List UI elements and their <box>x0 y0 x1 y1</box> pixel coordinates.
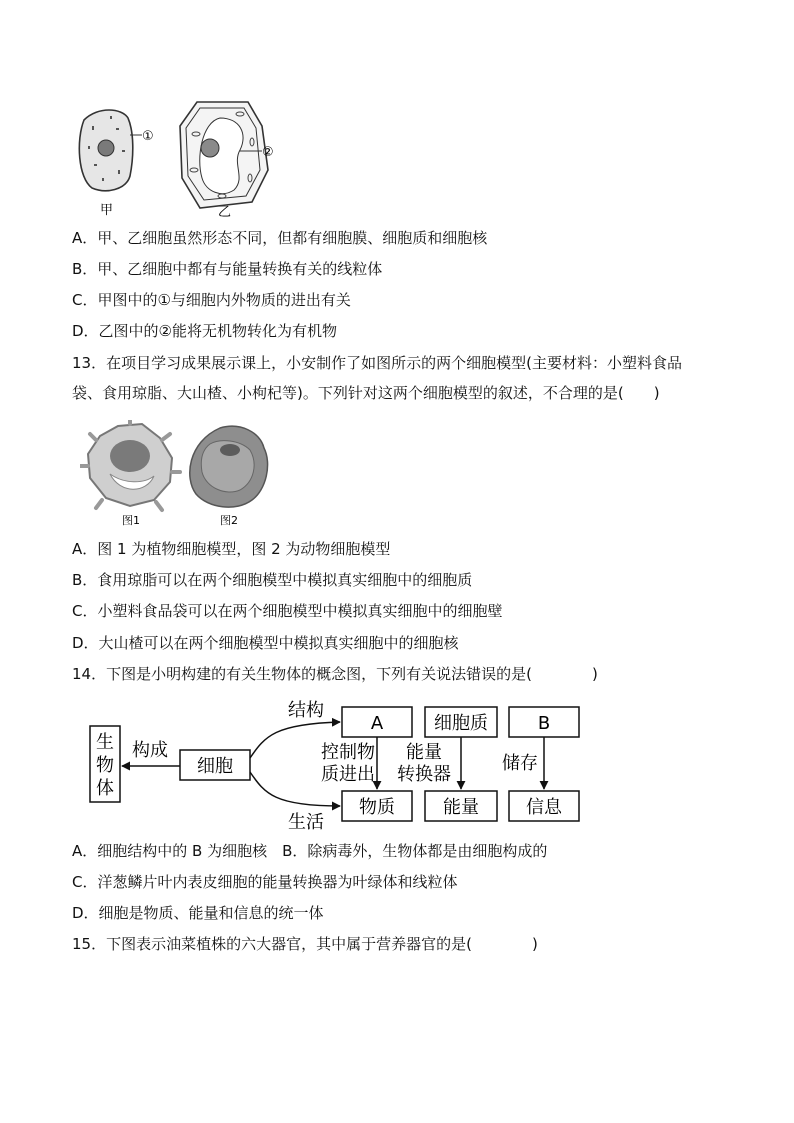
q12-option-b: B．甲、乙细胞中都有与能量转换有关的线粒体 <box>72 260 383 278</box>
plant-cell-model <box>80 420 180 510</box>
animal-cell-model <box>190 426 268 507</box>
label-life: 生活 <box>288 812 324 833</box>
label-energy: 能量 <box>443 797 479 818</box>
q15-stem: 15．下图表示油菜植株的六大器官，其中属于营养器官的是( ) <box>72 935 538 953</box>
label-box-b: B <box>537 713 551 734</box>
label-matter: 物质 <box>359 797 395 818</box>
marker-1: ① <box>142 129 154 144</box>
label-compose: 构成 <box>132 740 168 761</box>
label-box-a: A <box>370 713 384 734</box>
q13-option-a: A．图 1 为植物细胞模型，图 2 为动物细胞模型 <box>72 540 391 558</box>
q13-stem-line1: 13．在项目学习成果展示课上，小安制作了如图所示的两个细胞模型(主要材料：小塑料食品 <box>72 354 682 372</box>
label-energy-2: 转换器 <box>397 764 451 785</box>
fig-label-1: 图1 <box>122 514 140 527</box>
q14-stem: 14．下图是小明构建的有关生物体的概念图，下列有关说法错误的是( ) <box>72 665 598 683</box>
cell-figure-12 <box>72 98 292 222</box>
cell-models-figure-13 <box>80 420 280 530</box>
organism-char-2: 物 <box>96 755 114 776</box>
q13-option-d: D．大山楂可以在两个细胞模型中模拟真实细胞中的细胞核 <box>72 634 459 652</box>
fig-label-2: 图2 <box>220 514 238 527</box>
q14-option-c: C．洋葱鳞片叶内表皮细胞的能量转换器为叶绿体和线粒体 <box>72 873 458 891</box>
marker-2: ② <box>262 145 274 160</box>
label-yi: 乙 <box>218 205 232 220</box>
label-info: 信息 <box>526 797 562 818</box>
label-cell: 细胞 <box>197 756 233 777</box>
concept-map-14 <box>80 696 590 836</box>
plant-cell-yi <box>180 102 268 208</box>
q12-option-a: A．甲、乙细胞虽然形态不同，但都有细胞膜、细胞质和细胞核 <box>72 229 488 247</box>
label-structure: 结构 <box>288 700 324 721</box>
label-control-1: 控制物 <box>321 742 375 763</box>
q12-option-c: C．甲图中的①与细胞内外物质的进出有关 <box>72 291 351 309</box>
label-energy-1: 能量 <box>406 742 442 763</box>
label-jia: 甲 <box>100 203 114 218</box>
q12-option-d: D．乙图中的②能将无机物转化为有机物 <box>72 322 337 340</box>
q13-option-c: C．小塑料食品袋可以在两个细胞模型中模拟真实细胞中的细胞壁 <box>72 602 503 620</box>
organism-char-3: 体 <box>96 778 114 799</box>
label-store: 储存 <box>502 753 538 774</box>
label-box-cytoplasm: 细胞质 <box>434 713 488 734</box>
q13-option-b: B．食用琼脂可以在两个细胞模型中模拟真实细胞中的细胞质 <box>72 571 473 589</box>
q13-stem-line2: 袋、食用琼脂、大山楂、小枸杞等)。下列针对这两个细胞模型的叙述，不合理的是( ) <box>72 384 660 402</box>
q14-option-ab: A．细胞结构中的 B 为细胞核 B．除病毒外，生物体都是由细胞构成的 <box>72 842 548 860</box>
organism-char-1: 生 <box>96 732 114 753</box>
animal-cell-jia <box>79 110 142 191</box>
q14-option-d: D．细胞是物质、能量和信息的统一体 <box>72 904 324 922</box>
label-control-2: 质进出 <box>321 764 375 785</box>
